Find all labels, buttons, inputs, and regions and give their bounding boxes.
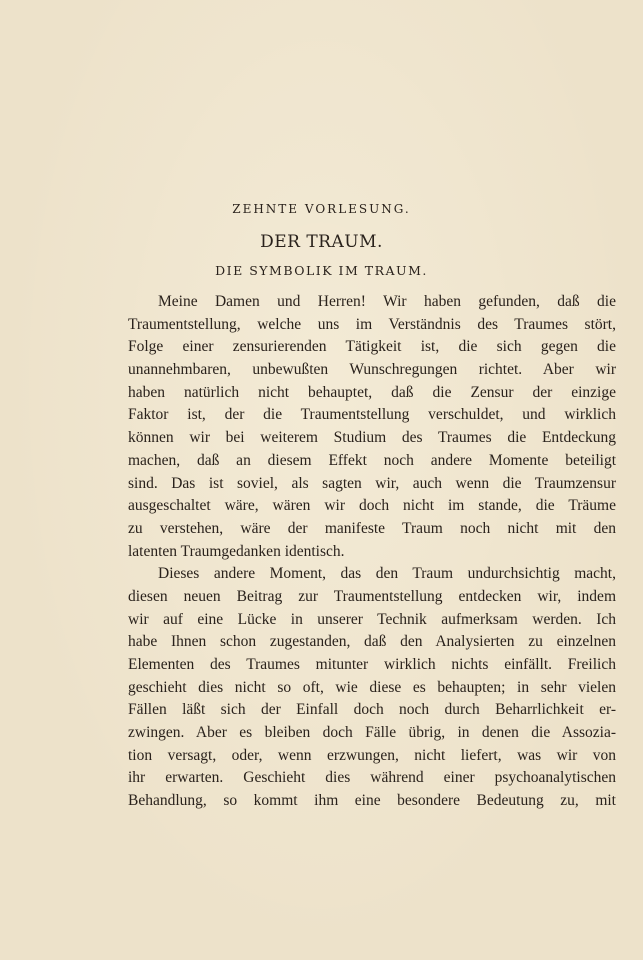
text-line: Folge einer zensurierenden Tätigkeit ist, die sich gegen die — [128, 338, 616, 356]
text-line: ausgeschaltet wäre, wären wir doch nicht im stande, die Träume — [128, 497, 616, 515]
text-line: können wir bei weiterem Studium des Traumes die Entdeckung — [128, 429, 616, 447]
text-line: machen, daß an diesem Effekt noch andere Momente beteiligt — [128, 451, 616, 469]
text-line: zwingen. Aber es bleiben doch Fälle übrig, in denen die Assozia- — [128, 724, 616, 742]
chapter-subtitle: DIE SYMBOLIK IM TRAUM. — [215, 263, 428, 278]
text-line: diesen neuen Beitrag zur Traumentstellung entdecken wir, indem — [128, 587, 616, 605]
text-line: sind. Das ist soviel, als sagten wir, auch wenn die Traumzensur — [128, 474, 616, 492]
text-line: Behandlung, so kommt ihm eine besondere Bedeutung zu, mit — [128, 792, 616, 810]
body-text — [128, 291, 616, 813]
paragraph-2 — [128, 563, 616, 813]
text-line: latenten Traumgedanken identisch. — [128, 542, 345, 560]
text-line: Dieses andere Moment, das den Traum undurchsichtig macht, — [158, 565, 616, 583]
text-line: zu verstehen, wäre der manifeste Traum noch nicht mit den — [128, 519, 616, 537]
text-line: geschieht dies nicht so oft, wie diese es behaupten; in sehr vielen — [128, 678, 616, 696]
text-line: wir auf eine Lücke in unserer Technik aufmerksam werden. Ich — [128, 610, 616, 628]
text-line: Traumentstellung, welche uns im Verständnis des Traumes stört, — [128, 315, 616, 333]
text-line: unannehmbaren, unbewußten Wunschregungen richtet. Aber wir — [128, 361, 616, 379]
text-line: habe Ihnen schon zugestanden, daß den Analysierten zu einzelnen — [128, 633, 616, 651]
text-line: Fällen läßt sich der Einfall doch noch durch Beharrlichkeit er- — [128, 701, 616, 719]
text-line: ihr erwarten. Geschieht dies während einer psychoanalytischen — [128, 769, 616, 787]
text-line: tion versagt, oder, wenn erzwungen, nicht liefert, was wir von — [128, 746, 616, 764]
paragraph-1 — [128, 291, 616, 563]
text-line: Faktor ist, der die Traumentstellung verschuldet, und wirklich — [128, 406, 616, 424]
chapter-title: DER TRAUM. — [260, 232, 383, 252]
text-line: haben natürlich nicht behauptet, daß die Zensur der einzige — [128, 383, 616, 401]
text-line: Meine Damen und Herren! Wir haben gefunden, daß die — [158, 293, 616, 310]
chapter-heading: ZEHNTE VORLESUNG. — [232, 202, 411, 216]
text-line: Elementen des Traumes mitunter wirklich nichts einfällt. Freilich — [128, 656, 616, 673]
